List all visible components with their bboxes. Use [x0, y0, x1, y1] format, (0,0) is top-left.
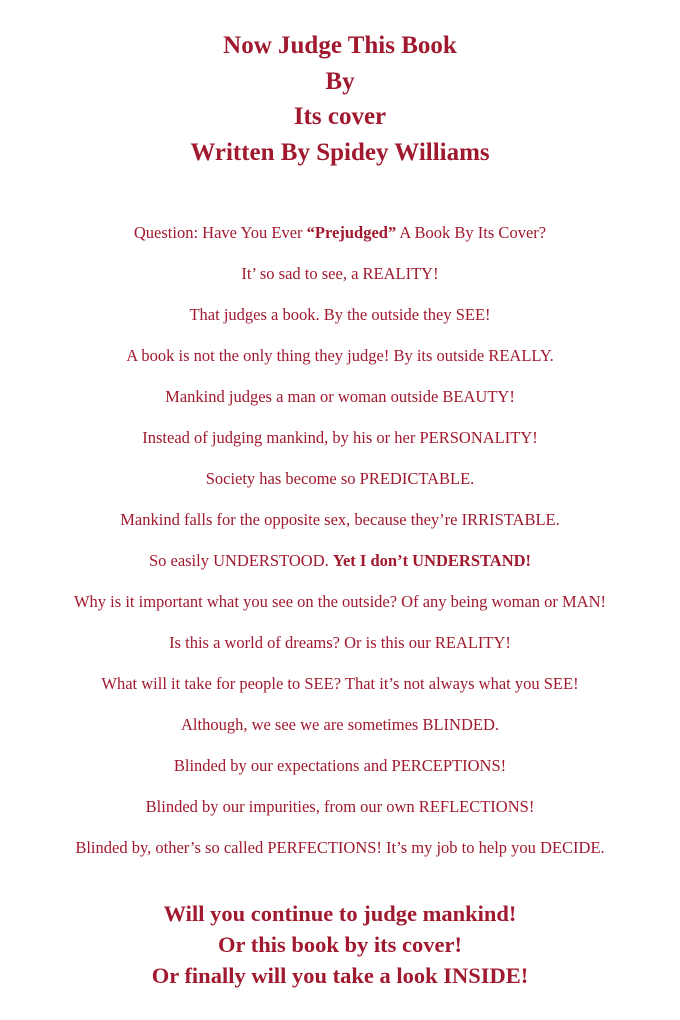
poem-line-9-start: So easily UNDERSTOOD. [148, 551, 333, 570]
closing-line: Or finally will you take a look INSIDE! [151, 963, 529, 988]
poem-line: Instead of judging mankind, by his or her PERSONALITY! [142, 428, 538, 447]
poem-line-1-emphasis: “Prejudged” [306, 223, 397, 242]
page-title: Now Judge This Book [223, 32, 457, 59]
poem-line-9-emphasis: Yet I don’t UNDERSTAND! [332, 551, 532, 570]
author-line: Written By Spidey Williams [190, 138, 490, 166]
closing-block [0, 898, 680, 991]
poem-line: Mankind judges a man or woman outside BEAUTY! [165, 387, 515, 406]
poem-body [0, 220, 680, 876]
poem-line [0, 220, 680, 261]
poem-line: Blinded by our expectations and PERCEPTIONS! [173, 756, 507, 775]
poem-line: Blinded by, other’s so called PERFECTIONS! It’s my job to help you DECIDE. [75, 838, 605, 857]
poem-line: Blinded by our impurities, from our own REFLECTIONS! [145, 797, 535, 816]
poem-line: Mankind falls for the opposite sex, because they’re IRRISTABLE. [120, 510, 560, 529]
poem-line: Why is it important what you see on the outside? Of any being woman or MAN! [73, 592, 607, 611]
poem-line: Society has become so PREDICTABLE. [205, 469, 475, 488]
poem-line-1-start: Question: Have You Ever [133, 223, 307, 242]
poem-line: Although, we see we are sometimes BLINDED. [180, 715, 499, 734]
poem-line: Is this a world of dreams? Or is this our REALITY! [169, 633, 511, 652]
poem-line: A book is not the only thing they judge! By its outside REALLY. [126, 346, 554, 365]
poem-line-1-end: A Book By Its Cover? [396, 223, 547, 242]
closing-line: Will you continue to judge mankind! [163, 901, 517, 926]
closing-line: Or this book by its cover! [218, 932, 462, 957]
title-block [0, 28, 680, 170]
poem-line: What will it take for people to SEE? That it’s not always what you SEE! [101, 674, 579, 693]
poem-line: It’ so sad to see, a REALITY! [241, 264, 439, 283]
poem-line [0, 548, 680, 589]
title-by: By [325, 67, 355, 95]
title-its-cover: Its cover [293, 103, 387, 130]
poem-line: That judges a book. By the outside they SEE! [189, 305, 491, 324]
